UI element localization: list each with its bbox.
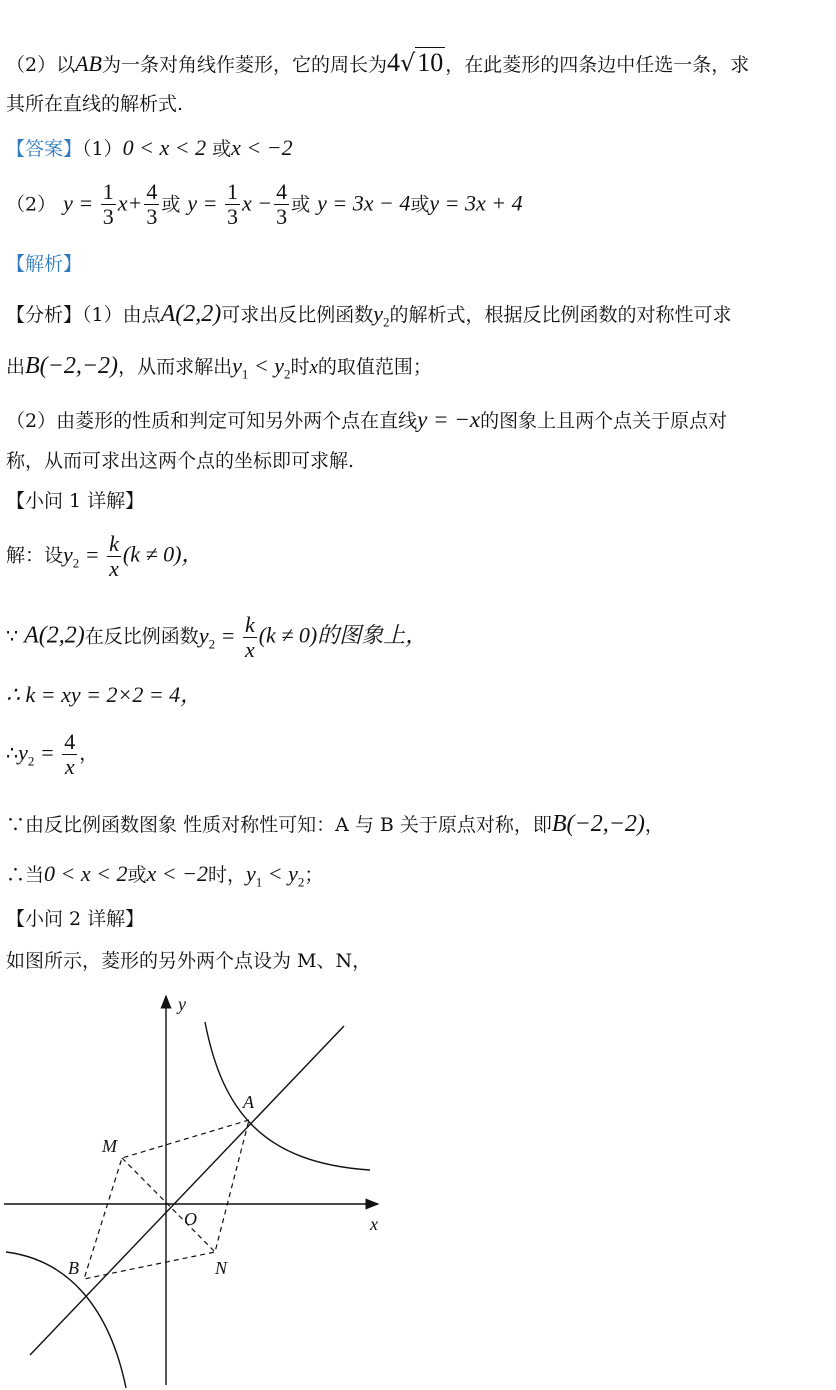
- rhombus-figure: [0, 980, 836, 1390]
- analysis-line3: （2）由菱形的性质和判定可知另外两个点在直线y = −x的图象上且两个点关于原点对: [6, 407, 728, 432]
- answer-line1: 【答案】（1）0 < x < 2 或x < −2: [6, 135, 293, 160]
- hyperbola-branch-1: [205, 1022, 370, 1170]
- label-N: N: [215, 1258, 228, 1278]
- answer-line2: （2） y = $\frac{1}{3}$ x+ $\frac{4}{3}$ 或 y = $\frac{1}{3}$ x − $\frac{4}{3}$ 或 y = 3x − 4或y = 3x + 4: [6, 179, 523, 230]
- sub2-intro: 如图所示，菱形的另外两个点设为 M、N，: [6, 950, 372, 972]
- analysis-line2: 出B(−2,−2)，从而求解出$y_1 < y_2$时x的取值范围；: [6, 353, 432, 382]
- question-2-line2: 其所在直线的解析式.: [6, 93, 184, 115]
- label-O: O: [184, 1209, 197, 1229]
- analysis-tag: 【解析】: [6, 253, 83, 275]
- line-y-eq-x: [30, 1026, 344, 1355]
- question-2-line1: （2）以AB为一条对角线作菱形，它的周长为4√10 ，在此菱形的四条边中任选一条，求: [6, 48, 750, 77]
- sub1-line6: ∴当0 < x < 2或x < −2时，$y_1 < y_2$；: [6, 861, 324, 890]
- sub1-line1: 解：设$y_2$ = $\frac{k}{x}$ (k ≠ 0)，: [6, 531, 204, 582]
- diagonal-mn: [122, 1158, 215, 1252]
- sub1-title: 【小问 1 详解】: [6, 490, 145, 512]
- analysis-line4: 称，从而可求出这两个点的坐标即可求解.: [6, 450, 355, 472]
- answer-tag: 【答案】: [6, 138, 83, 160]
- sub2-title: 【小问 2 详解】: [6, 908, 145, 930]
- sub1-line4: $\therefore y_2$ = $\frac{4}{x}$ ，: [6, 729, 99, 780]
- sub1-line5: ∵由反比例函数图象 性质对称性可知：A 与 B 关于原点对称，即B(−2,−2)，: [6, 811, 664, 837]
- sub1-line2: ∵ A(2,2)在反比例函数$y_2$ = $\frac{k}{x}$ (k ≠ 0)的图象上，: [6, 612, 428, 663]
- fraction: $\frac{1}{3}$: [102, 179, 114, 230]
- label-y: y: [178, 994, 186, 1014]
- analysis-line1: 【分析】（1）由点A(2,2)可求出反比例函数$y_2$的解析式，根据反比例函数的对称性可求: [6, 301, 732, 330]
- label-A: A: [243, 1092, 254, 1112]
- label-M: M: [102, 1136, 117, 1156]
- label-B: B: [68, 1258, 79, 1278]
- fraction: $\frac{4}{3}$: [276, 179, 288, 230]
- fraction: $\frac{4}{3}$: [146, 179, 158, 230]
- sub1-line3: ∴ k = xy = 2×2 = 4，: [6, 682, 203, 707]
- label-x: x: [370, 1214, 378, 1234]
- fraction: $\frac{1}{3}$: [226, 179, 238, 230]
